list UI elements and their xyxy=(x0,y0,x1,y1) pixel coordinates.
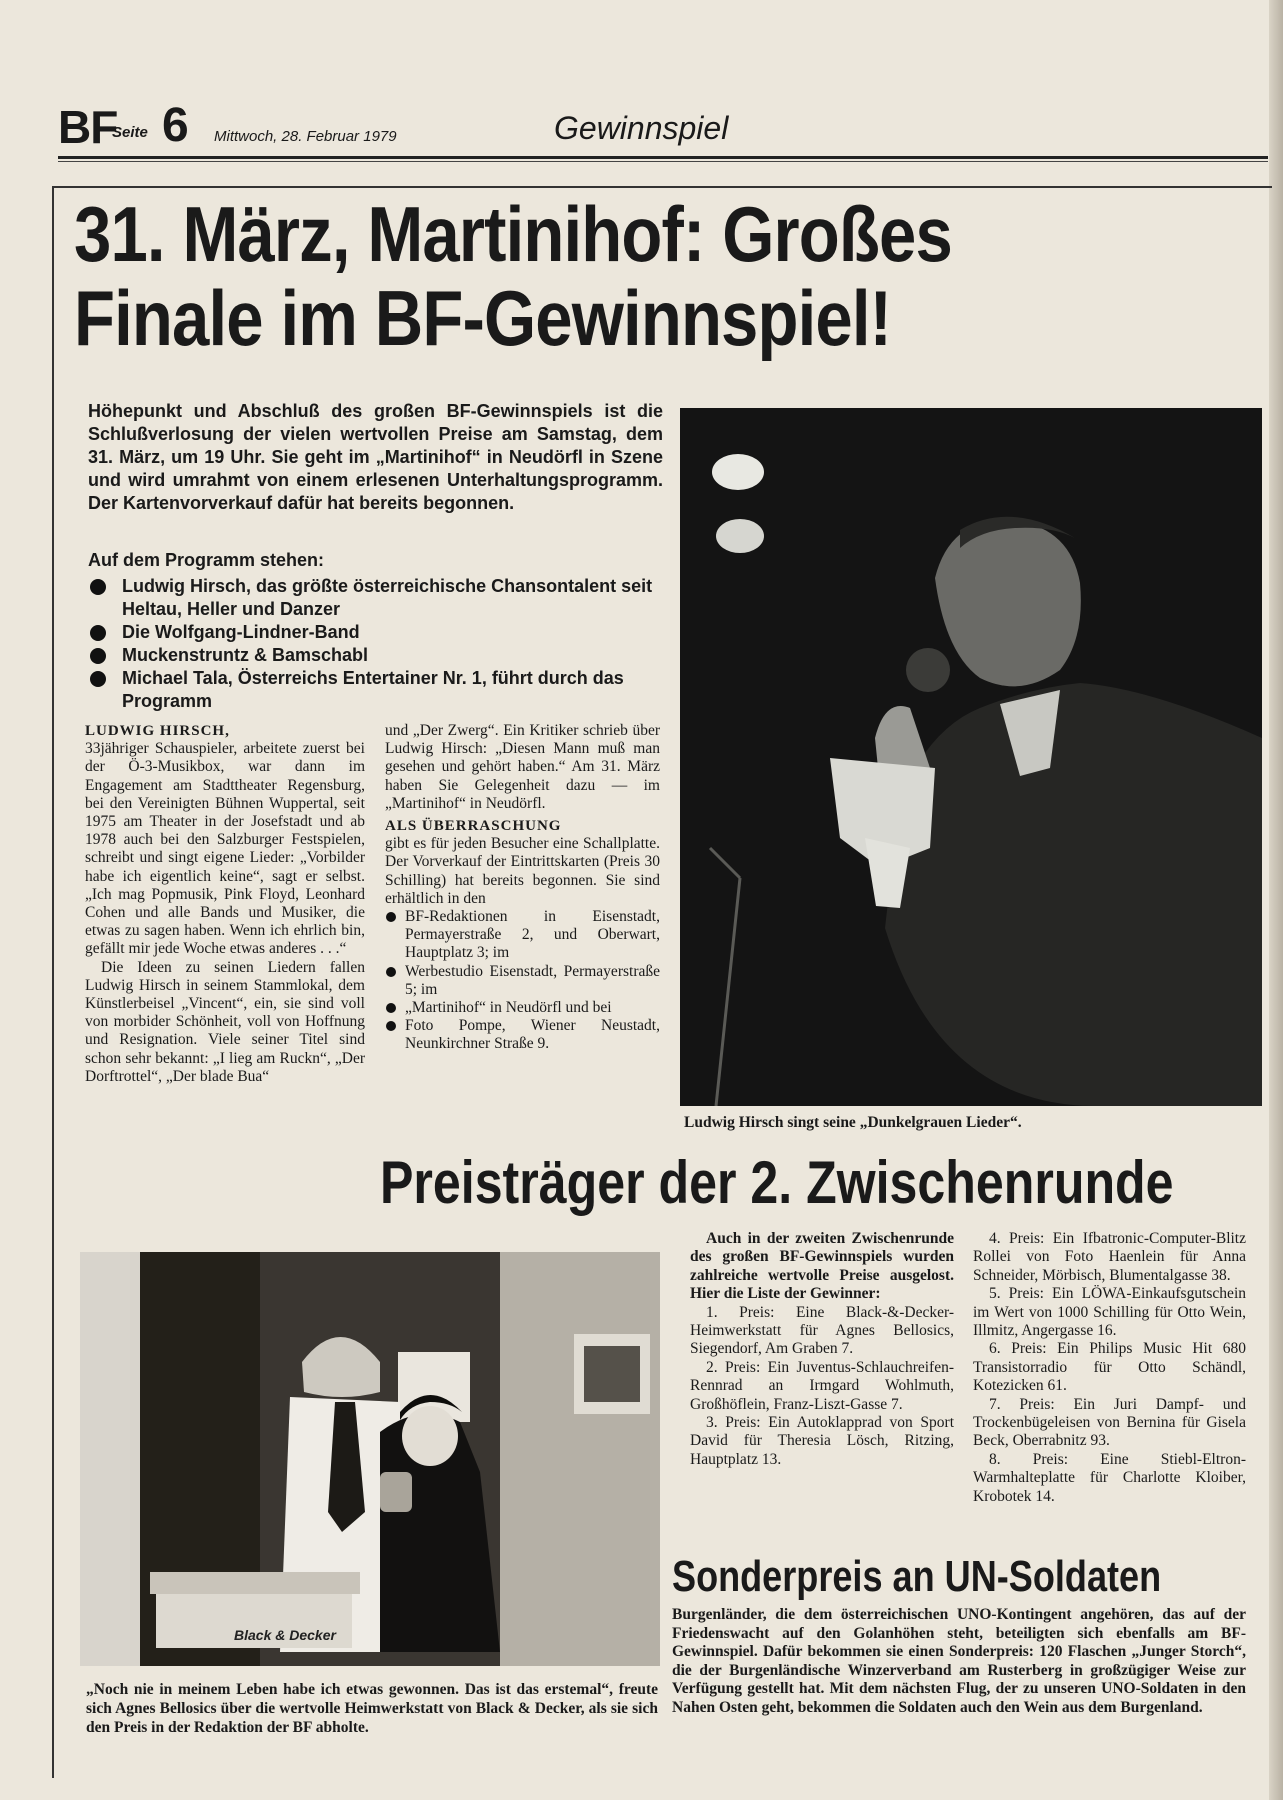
bullet-icon xyxy=(386,967,396,977)
page-number: 6 xyxy=(162,99,189,152)
prize-item: 8. Preis: Eine Stiebl-Eltron-Warmhalteplatte für Charlotte Kloiber, Krobotek 14. xyxy=(973,1450,1246,1505)
section-title: Gewinnspiel xyxy=(554,110,729,146)
winner-illustration xyxy=(80,1252,660,1666)
subheading: ALS ÜBERRASCHUNG xyxy=(385,818,562,835)
bullet-icon xyxy=(90,625,106,641)
bullet-icon xyxy=(90,648,106,664)
winners-headline: Preisträger der 2. Zwischenrunde xyxy=(380,1149,1174,1216)
bullet-icon xyxy=(90,671,106,687)
main-headline-line2: Finale im BF-Gewinnspiel! xyxy=(74,274,892,362)
box-label: Black & Decker xyxy=(234,1627,336,1643)
ticket-outlet-list xyxy=(385,908,660,1054)
prize-item: 3. Preis: Ein Autoklapprad von Sport David für Theresia Lösch, Ritzing, Hauptplatz 13. xyxy=(690,1414,954,1468)
list-item: Michael Tala, Österreichs Entertainer Nr. 1, führt durch das Programm xyxy=(88,667,663,713)
list-item: BF-Redaktionen in Eisenstadt, Permayerstraße 2, und Oberwart, Hauptplatz 3; im xyxy=(385,908,660,963)
prize-item: 2. Preis: Ein Juventus-Schlauchreifen-Rennrad an Irmgard Wohlmuth, Großhöflein, Franz-Liszt-Gasse 7. xyxy=(690,1358,954,1413)
bullet-icon xyxy=(386,1021,396,1031)
article-column-1 xyxy=(85,722,365,1086)
sonderpreis-paragraph: Burgenländer, die dem österreichischen UNO-Kontingent angehören, das auf der Friedenswacht auf den Golanhöhen steht, beteiligten sich ebenfalls am BF-Gewinnspiel. Dafür bekommen sie einen Sonderpreis: 120 Flaschen „Junger Storch“, die der Burgenländische Winzerverband am Rusterberg in großzügiger Weise zur Verfügung gestellt hat. Mit dem nächsten Flug, der zu unseren UNO-Soldaten in den Nahen Osten geht, bekommen die Soldaten auch den Wein aus dem Burgenland. xyxy=(672,1606,1246,1716)
winner-photo xyxy=(80,1252,660,1666)
singer-illustration xyxy=(680,408,1262,1106)
main-headline xyxy=(74,192,1072,360)
program-heading: Auf dem Programm stehen: xyxy=(88,550,325,570)
singer-photo xyxy=(680,408,1262,1106)
paragraph: Die Ideen zu seinen Liedern fallen Ludwig Hirsch in seinem Stammlokal, dem Künstlerbeisel „Vincent“, ein, sie sind voll von morbider Schönheit, voll von Hoffnung und Resignation. Viele seiner Titel sind schon sehr bekannt: „I lieg am Ruckn“, „Der Dorftrottel“, „Der blade Bua“ xyxy=(85,958,365,1085)
paragraph: 33jähriger Schauspieler, arbeitete zuerst bei der Ö-3-Musikbox, war dann im Engagement am Stadttheater Regensburg, bei den Vereinigten Bühnen Wuppertal, seit 1975 am Theater in der Josefstadt und ab 1978 auch bei den Salzburger Festspielen, schreibt und singt eigene Lieder: „Vorbilder habe ich eigentlich keine“, sagt er selbst. „Ich mag Popmusik, Pink Floyd, Leonhard Cohen und alle Bands und Musiker, die etwas zu sagen haben. Wenn ich ehrlich bin, gefällt mir jede Woche etwas anderes . . .“ xyxy=(85,740,365,958)
issue-date: Mittwoch, 28. Februar 1979 xyxy=(214,128,397,145)
paragraph: gibt es für jeden Besucher eine Schallplatte. Der Vorverkauf der Eintrittskarten (Preis 30 Schilling) hat bereits begonnen. Sie sind erhältlich in den xyxy=(385,835,660,907)
header-rule xyxy=(58,156,1268,159)
intro-paragraph: Höhepunkt und Abschluß des großen BF-Gewinnspiels ist die Schlußverlosung der vielen wertvollen Preise am Samstag, dem 31. März, um 19 Uhr. Sie geht im „Martinihof“ in Neudörfl in Szene und wird umrahmt von einem erlesenen Unterhaltungsprogramm. Der Kartenvorverkauf dafür hat bereits begonnen. xyxy=(88,401,663,513)
prize-item: 4. Preis: Ein Ifbatronic-Computer-Blitz Rollei von Foto Haenlein für Anna Schneider, Mörbisch, Blumentalgasse 38. xyxy=(973,1230,1246,1284)
page-header xyxy=(58,100,1268,158)
prize-item: 7. Preis: Ein Juri Dampf- und Trockenbügeleisen von Bernina für Gisela Beck, Oberrabnitz 93. xyxy=(973,1395,1246,1450)
program-list xyxy=(88,575,663,713)
subheading: LUDWIG HIRSCH, xyxy=(85,723,230,739)
bullet-icon xyxy=(386,912,396,922)
winner-photo-caption: „Noch nie in meinem Leben habe ich etwas gewonnen. Das ist das erstemal“, freute sich Agnes Bellosics über die wertvolle Heimwerkstatt von Black & Decker, als sie sich den Preis in der Redaktion der BF abholte. xyxy=(86,1681,658,1736)
article-column-2 xyxy=(385,722,660,1054)
winners-lead: Auch in der zweiten Zwischenrunde des großen BF-Gewinnspiels wurden zahlreiche wertvolle Preise ausgelost. Hier die Liste der Gewinner: xyxy=(690,1230,954,1303)
paragraph: und „Der Zwerg“. Ein Kritiker schrieb über Ludwig Hirsch: „Diesen Mann muß man gesehen und gehört haben.“ Am 31. März haben Sie Gelegenheit dazu — im „Martinihof“ in Neudörfl. xyxy=(385,722,660,812)
prize-item: 1. Preis: Eine Black-&-Decker-Heimwerkstatt für Agnes Bellosics, Siegendorf, Am Graben 7. xyxy=(690,1303,954,1358)
list-item: Die Wolfgang-Lindner-Band xyxy=(88,621,663,644)
prize-item: 5. Preis: Ein LÖWA-Einkaufsgutschein im Wert von 1000 Schilling für Otto Wein, Illmitz, Angergasse 16. xyxy=(973,1285,1246,1340)
winners-column-2 xyxy=(973,1230,1246,1506)
list-item: Werbestudio Eisenstadt, Permayerstraße 5; im xyxy=(385,963,660,999)
list-item: Muckenstruntz & Bamschabl xyxy=(88,644,663,667)
list-item: Foto Pompe, Wiener Neustadt, Neunkirchner Straße 9. xyxy=(385,1017,660,1053)
winners-column-1 xyxy=(690,1230,954,1469)
sonderpreis-headline: Sonderpreis an UN-Soldaten xyxy=(672,1552,1162,1601)
singer-photo-caption: Ludwig Hirsch singt seine „Dunkelgrauen Lieder“. xyxy=(684,1114,1022,1131)
main-headline-line1: 31. März, Martinihof: Großes xyxy=(74,190,952,278)
newspaper-logo: BF xyxy=(58,101,118,153)
bullet-icon xyxy=(386,1003,396,1013)
prize-item: 6. Preis: Ein Philips Music Hit 680 Transistorradio für Otto Schändl, Kotezicken 61. xyxy=(973,1340,1246,1395)
list-item: Ludwig Hirsch, das größte österreichische Chansontalent seit Heltau, Heller und Danzer xyxy=(88,575,663,621)
bullet-icon xyxy=(90,579,106,595)
header-rule-thin xyxy=(58,161,1268,162)
seite-label: Seite xyxy=(112,124,148,141)
list-item: „Martinihof“ in Neudörfl und bei xyxy=(385,999,660,1017)
